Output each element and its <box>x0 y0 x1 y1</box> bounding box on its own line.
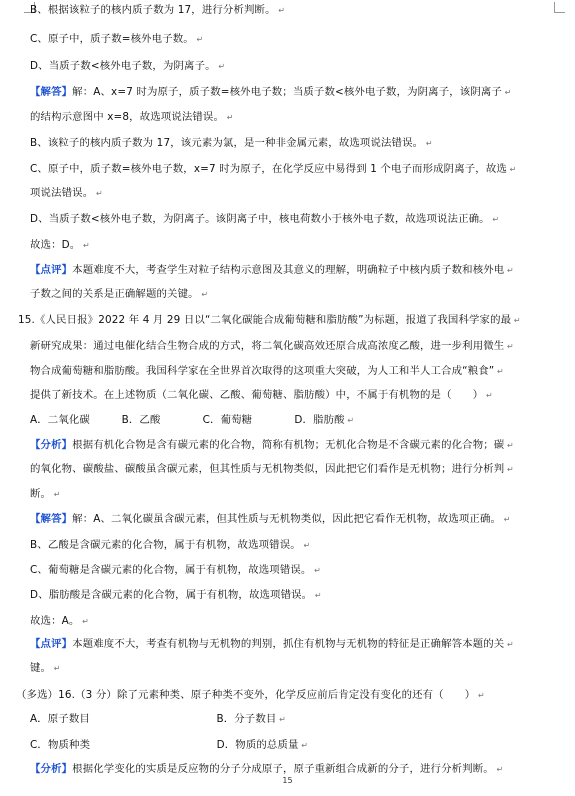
section-tag: 【解答】 <box>30 513 73 525</box>
paragraph-mark-icon: ↵ <box>483 391 493 400</box>
line-text: 解：A、二氧化碳虽含碳元素，但其性质与无机物类似，因此把它看作无机物，故选项正确。 <box>72 513 502 525</box>
paragraph-mark-icon: ↵ <box>312 591 322 600</box>
question-15-options <box>30 413 560 428</box>
answer-c-cont <box>30 186 560 201</box>
paragraph-mark-icon: ↵ <box>475 691 485 700</box>
answer-line <box>30 110 560 125</box>
answer-d <box>30 212 560 227</box>
line-text: 本题难度不大，考查有机物与无机物的判别，抓住有机物与无机物的特征是正确解答本题的关 <box>72 638 505 650</box>
line-text: 项说法错误。 <box>30 187 94 199</box>
line-text: 物合成葡萄糖和脂肪酸。我国科学家在全世界首次取得的这项重大突破，为人工和半人工合成“粮食” <box>30 365 495 377</box>
paragraph-mark-icon: ↵ <box>501 515 511 524</box>
line-text: 15.《人民日报》2022 年 4 月 29 日以“二氧化碳能合成葡萄糖和脂肪酸”为标题，报道了我国科学家的最 <box>18 314 512 326</box>
analysis-cont1 <box>30 462 560 477</box>
section-tag: 【分析】 <box>30 439 73 451</box>
line-text: 的氧化物、碳酸盐、碳酸虽含碳元素，但其性质与无机物类似，因此把它们看作是无机物；进行分析判 <box>30 463 505 475</box>
option-d-note <box>30 59 560 74</box>
line-text: 键。 <box>30 662 52 674</box>
paragraph-mark-icon: ↵ <box>275 6 286 15</box>
comment-line <box>30 263 560 278</box>
line-text: 根据化学变化的实质是反应物的分子分成原子，原子重新组合成新的分子，进行分析判断。 <box>72 763 494 775</box>
paragraph-mark-icon: ↵ <box>493 765 504 774</box>
line-text: 子数之间的关系是正确解题的关键。 <box>30 288 199 300</box>
answer-c <box>30 162 560 177</box>
option-b-note <box>30 3 560 18</box>
analysis-line <box>30 762 560 777</box>
paragraph-mark-icon: ↵ <box>79 617 89 626</box>
question-16-options-ab <box>30 712 560 727</box>
answer-c <box>30 563 560 578</box>
line-text: 提供了新技术。在上述物质（二氧化碳、乙酸、葡萄糖、脂肪酸）中，不属于有机物的是（ ） <box>30 389 484 401</box>
section-tag: 【点评】 <box>30 638 73 650</box>
section-tag: 【分析】 <box>30 763 73 775</box>
line-text: B、乙酸是含碳元素的化合物，属于有机物，故选项错误。 <box>30 539 301 551</box>
line-text: B、根据该粒子的核内质子数为 17，进行分析判断。 <box>30 4 276 16</box>
line-text: C．物质种类 D．物质的总质量 <box>30 739 299 751</box>
line-text: A．二氧化碳 B．乙酸 C．葡萄糖 D．脂肪酸 <box>30 414 345 426</box>
choice-d <box>30 238 560 253</box>
paragraph-mark-icon: ↵ <box>224 113 234 122</box>
line-text: D、当质子数<核外电子数，为阴离子。该阴离子中，核电荷数小于核外电子数，故选项说法正确。 <box>30 213 490 225</box>
paragraph-mark-icon: ↵ <box>80 241 90 250</box>
section-tag: 【点评】 <box>30 264 73 276</box>
line-text: 本题难度不大，考查学生对粒子结构示意图及其意义的理解，明确粒子中核内质子数和核外电 <box>72 264 505 276</box>
paragraph-mark-icon: ↵ <box>51 490 61 499</box>
paragraph-mark-icon: ↵ <box>511 316 521 325</box>
paragraph-mark-icon: ↵ <box>311 566 322 575</box>
choice-a <box>30 614 560 629</box>
paragraph-mark-icon: ↵ <box>494 367 504 376</box>
line-text: 断。 <box>30 488 52 500</box>
paragraph-mark-icon: ↵ <box>344 416 355 425</box>
line-text: C、原子中，质子数=核外电子数，x=7 时为原子，在化学反应中易得到 1 个电子而形成阴离子，故选 <box>30 163 507 175</box>
paragraph-mark-icon: ↵ <box>423 139 433 148</box>
line-text: 故选：D。 <box>30 239 81 251</box>
line-text: C、葡萄糖是含碳元素的化合物，属于有机物，故选项错误。 <box>30 564 312 576</box>
analysis-line <box>30 438 560 453</box>
answer-label-line <box>30 85 560 100</box>
paragraph-mark-icon: ↵ <box>506 165 517 174</box>
question-15-cont3 <box>30 388 560 403</box>
paragraph-mark-icon: ↵ <box>51 664 61 673</box>
paragraph-mark-icon: ↵ <box>504 266 514 275</box>
line-text: D、脂肪酸是含碳元素的化合物，属于有机物，故选项错误。 <box>30 589 313 601</box>
paragraph-mark-icon: ↵ <box>93 189 103 198</box>
page-number: 15 <box>282 776 293 785</box>
paragraph-mark-icon: ↵ <box>504 441 514 450</box>
paragraph-mark-icon: ↵ <box>298 741 309 750</box>
paragraph-mark-icon: ↵ <box>215 62 226 71</box>
option-c-note <box>30 32 560 47</box>
line-text: 故选：A。 <box>30 615 80 627</box>
section-tag: 【解答】 <box>30 86 73 98</box>
paragraph-mark-icon: ↵ <box>504 640 514 649</box>
answer-a <box>30 512 560 527</box>
line-text: 新研究成果：通过电催化结合生物合成的方式，将二氧化碳高效还原合成高浓度乙酸，进一步利用微生 <box>30 340 505 352</box>
paragraph-mark-icon: ↵ <box>501 88 512 97</box>
question-15 <box>18 313 548 328</box>
paragraph-mark-icon: ↵ <box>300 541 311 550</box>
comment-cont <box>30 661 560 676</box>
question-16-options-cd <box>30 738 560 753</box>
line-text: B、该粒子的核内质子数为 17，该元素为氯，是一种非金属元素，故选项说法错误。 <box>30 137 424 149</box>
line-text: （多选）16.（3 分）除了元素种类、原子种类不变外，化学反应前后肯定没有变化的还有（ ） <box>16 689 476 701</box>
line-text: C、原子中，质子数=核外电子数。 <box>30 33 194 45</box>
line-text: A．原子数目 B．分子数目 <box>30 713 277 725</box>
question-16 <box>16 688 546 703</box>
paragraph-mark-icon: ↵ <box>504 465 514 474</box>
line-text: 根据有机化合物是含有碳元素的化合物，简称有机物；无机化合物是不含碳元素的化合物；碳 <box>72 439 505 451</box>
question-15-cont2 <box>30 364 560 379</box>
paragraph-mark-icon: ↵ <box>193 35 204 44</box>
line-text: 的结构示意图中 x=8，故选项说法错误。 <box>30 111 225 123</box>
answer-b <box>30 136 560 151</box>
paragraph-mark-icon: ↵ <box>198 290 209 299</box>
analysis-cont2 <box>30 487 560 502</box>
question-15-cont1 <box>30 339 560 354</box>
paragraph-mark-icon: ↵ <box>489 215 500 224</box>
comment-cont <box>30 287 560 302</box>
answer-b <box>30 538 560 553</box>
paragraph-mark-icon: ↵ <box>276 715 286 724</box>
answer-d <box>30 588 560 603</box>
paragraph-mark-icon: ↵ <box>504 342 514 351</box>
line-text: D、当质子数<核外电子数，为阴离子。 <box>30 60 216 72</box>
comment-line <box>30 637 560 652</box>
line-text: 解：A、x=7 时为原子，质子数=核外电子数；当质子数<核外电子数，为阴离子，该阴离子 <box>72 86 502 98</box>
